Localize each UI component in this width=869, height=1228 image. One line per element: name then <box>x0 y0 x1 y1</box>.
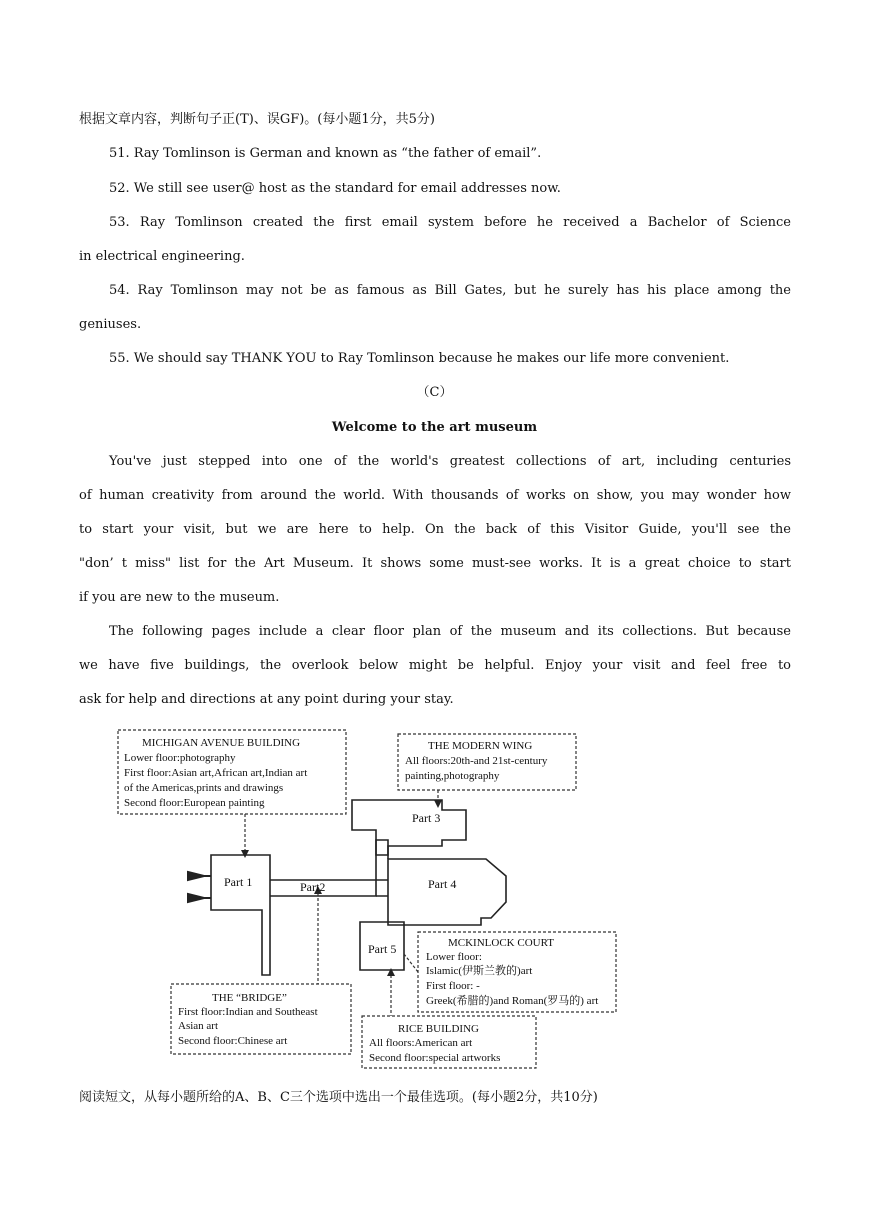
bridge-line2: Asian art <box>178 1020 219 1032</box>
mckinlock-line4: Greek(希腊的)and Roman(罗马的) art <box>426 995 599 1007</box>
question-54-line1: 54. Ray Tomlinson may not be as famous as Bill Gates, but he surely has his place among the <box>109 283 791 298</box>
paragraph-1-line1: You've just stepped into one of the world's greatest collections of art, including centuries <box>109 454 791 469</box>
part-5-label: Part 5 <box>368 942 397 956</box>
rice-name: RICE BUILDING <box>398 1023 479 1035</box>
paragraph-1-line2: of human creativity from around the world. With thousands of works on show, you may wonder how <box>79 488 791 503</box>
michigan-line4: Second floor:European painting <box>124 797 265 809</box>
entrance-icon <box>188 872 211 902</box>
mckinlock-line2: Islamic(伊斯兰教的)art <box>426 965 533 977</box>
paragraph-2-line3: ask for help and directions at any point during your stay. <box>79 692 454 707</box>
instructions-multiple-choice: 阅读短文，从每小题所给的A、B、C三个选项中选出一个最佳选项。(每小题2分，共10分) <box>79 1090 598 1105</box>
question-51: 51. Ray Tomlinson is German and known as “the father of email”. <box>109 146 542 161</box>
question-53-line2: in electrical engineering. <box>79 249 245 264</box>
question-54-line2: geniuses. <box>79 317 142 332</box>
museum-floor-plan <box>108 722 628 1074</box>
michigan-line3: of the Americas,prints and drawings <box>124 782 284 794</box>
connector-outline <box>376 840 388 896</box>
paragraph-1-line4: "don’ t miss" list for the Art Museum. It shows some must-see works. It is a great choice to start <box>79 556 791 571</box>
bridge-line3: Second floor:Chinese art <box>178 1035 288 1047</box>
bridge-line1: First floor:Indian and Southeast <box>178 1006 318 1018</box>
michigan-name: MICHIGAN AVENUE BUILDING <box>142 737 301 749</box>
mckinlock-line3: First floor: - <box>426 980 480 992</box>
part-4-outline <box>388 859 506 925</box>
passage-title: Welcome to the art museum <box>331 420 538 435</box>
part-3-outline <box>352 800 466 855</box>
rice-line2: Second floor:special artworks <box>369 1052 501 1064</box>
part-2-label: Part2 <box>300 880 326 894</box>
bridge-name: THE “BRIDGE” <box>212 992 287 1004</box>
rice-line1: All floors:American art <box>369 1037 473 1049</box>
mckinlock-name: MCKINLOCK COURT <box>448 937 554 949</box>
paragraph-1-line5: if you are new to the museum. <box>79 590 280 605</box>
instructions-true-false: 根据文章内容，判断句子正(T)、误GF)。(每小题1分，共5分) <box>79 112 435 127</box>
part-1-outline <box>211 855 270 975</box>
part-1-label: Part 1 <box>224 875 253 889</box>
question-53-line1: 53. Ray Tomlinson created the first email system before he received a Bachelor of Science <box>109 215 791 230</box>
paragraph-2-line1: The following pages include a clear floor plan of the museum and its collections. But because <box>109 624 791 639</box>
michigan-line1: Lower floor:photography <box>124 752 236 764</box>
question-55: 55. We should say THANK YOU to Ray Tomlinson because he makes our life more convenient. <box>109 351 730 366</box>
modern-line1: All floors:20th-and 21st-century <box>405 755 548 767</box>
mckinlock-line1: Lower floor: <box>426 951 482 963</box>
michigan-line2: First floor:Asian art,African art,Indian art <box>124 767 308 779</box>
part-4-label: Part 4 <box>428 877 457 891</box>
section-label: （C） <box>416 385 453 400</box>
paragraph-2-line2: we have five buildings, the overlook below might be helpful. Enjoy your visit and feel free to <box>79 658 791 673</box>
part-3-label: Part 3 <box>412 811 441 825</box>
question-52: 52. We still see user@ host as the standard for email addresses now. <box>109 181 561 196</box>
modern-line2: painting,photography <box>405 770 500 782</box>
modern-name: THE MODERN WING <box>428 740 533 752</box>
paragraph-1-line3: to start your visit, but we are here to help. On the back of this Visitor Guide, you'll see the <box>79 522 791 537</box>
